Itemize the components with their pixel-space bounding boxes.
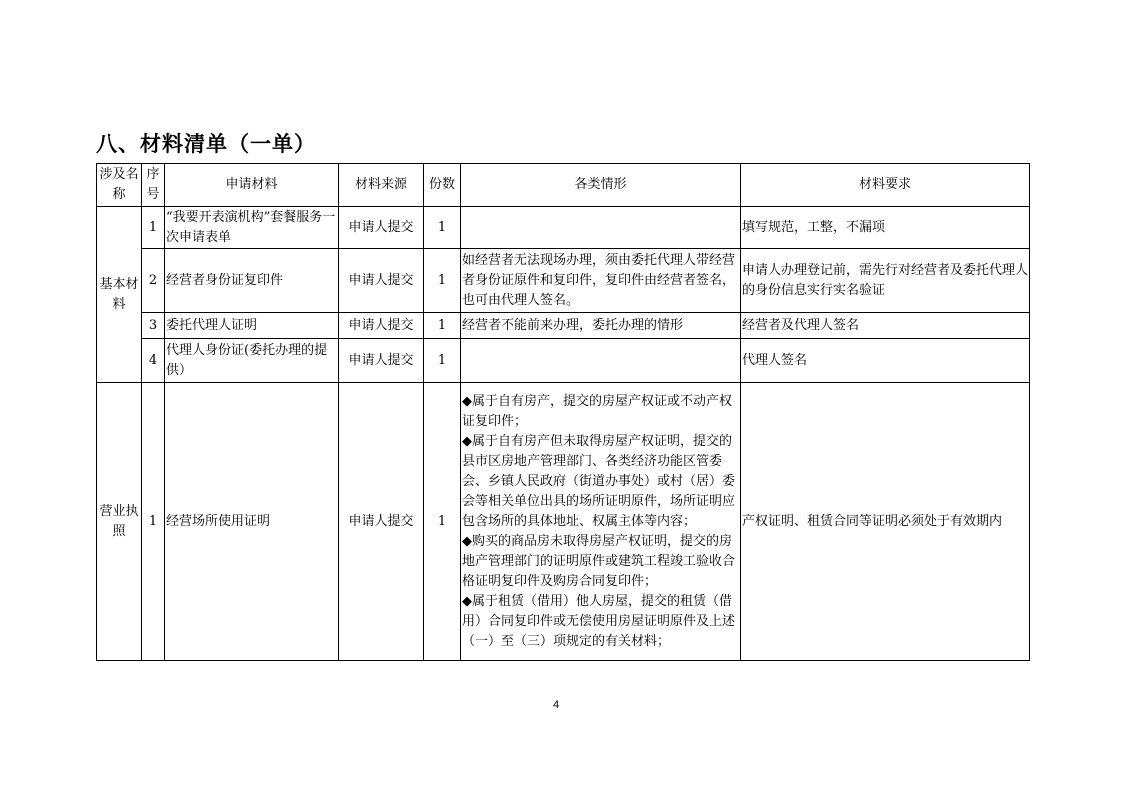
header-seq: 序号	[142, 164, 165, 207]
row-requirement: 产权证明、租赁合同等证明必须处于有效期内	[741, 383, 1030, 661]
row-situation	[461, 207, 741, 249]
row-copies: 1	[424, 249, 461, 313]
situation-line: ◆属于租赁（借用）他人房屋，提交的租赁（借用）合同复印件或无偿使用房屋证明原件及上述（一）至（三）项规定的有关材料；	[462, 593, 736, 649]
header-situation: 各类情形	[461, 164, 741, 207]
row-situation	[461, 339, 741, 383]
row-source: 申请人提交	[339, 383, 424, 661]
row-situation: 经营者不能前来办理，委托办理的情形	[461, 313, 741, 339]
row-requirement: 填写规范，工整，不漏项	[741, 207, 1030, 249]
row-copies: 1	[424, 383, 461, 661]
row-source: 申请人提交	[339, 313, 424, 339]
table-header-row	[97, 164, 1030, 207]
row-material: 经营场所使用证明	[165, 383, 339, 661]
row-situation: 如经营者无法现场办理，须由委托代理人带经营者身份证原件和复印件，复印件由经营者签名，也可由代理人签名。	[461, 249, 741, 313]
row-source: 申请人提交	[339, 207, 424, 249]
header-requirement: 材料要求	[741, 164, 1030, 207]
row-seq: 2	[142, 249, 165, 313]
section-title: 八、材料清单（一单）	[96, 132, 316, 156]
table-row	[97, 249, 1030, 313]
header-source: 材料来源	[339, 164, 424, 207]
header-category: 涉及名称	[97, 164, 142, 207]
row-seq: 3	[142, 313, 165, 339]
row-requirement: 代理人签名	[741, 339, 1030, 383]
row-seq: 4	[142, 339, 165, 383]
row-copies: 1	[424, 207, 461, 249]
table-row	[97, 339, 1030, 383]
materials-table	[96, 163, 1030, 661]
table-row	[97, 313, 1030, 339]
row-seq: 1	[142, 207, 165, 249]
row-situation	[461, 383, 741, 661]
table-row	[97, 207, 1030, 249]
page-number: 4	[553, 699, 560, 711]
table-row	[97, 383, 1030, 661]
situation-line: ◆购买的商品房未取得房屋产权证明，提交的房地产管理部门的证明原件或建筑工程竣工验收合格证明复印件及购房合同复印件；	[462, 533, 736, 589]
group-basic: 基本材料	[97, 207, 142, 383]
row-material: 代理人身份证(委托办理的提供）	[165, 339, 339, 383]
row-requirement: 经营者及代理人签名	[741, 313, 1030, 339]
group-license: 营业执照	[97, 383, 142, 661]
situation-line: ◆属于自有房产但未取得房屋产权证明，提交的县市区房地产管理部门、各类经济功能区管委会、乡镇人民政府（街道办事处）或村（居）委会等相关单位出具的场所证明原件，场所证明应包含场所的具体地址、权属主体等内容；	[462, 433, 736, 529]
row-copies: 1	[424, 339, 461, 383]
row-copies: 1	[424, 313, 461, 339]
row-source: 申请人提交	[339, 339, 424, 383]
header-copies: 份数	[424, 164, 461, 207]
row-seq: 1	[142, 383, 165, 661]
situation-line: ◆属于自有房产，提交的房屋产权证或不动产权证复印件；	[462, 393, 732, 429]
row-material: 经营者身份证复印件	[165, 249, 339, 313]
row-material: 委托代理人证明	[165, 313, 339, 339]
header-material: 申请材料	[165, 164, 339, 207]
row-requirement: 申请人办理登记前，需先行对经营者及委托代理人的身份信息实行实名验证	[741, 249, 1030, 313]
row-source: 申请人提交	[339, 249, 424, 313]
row-material: “我要开表演机构”套餐服务一次申请表单	[165, 207, 339, 249]
